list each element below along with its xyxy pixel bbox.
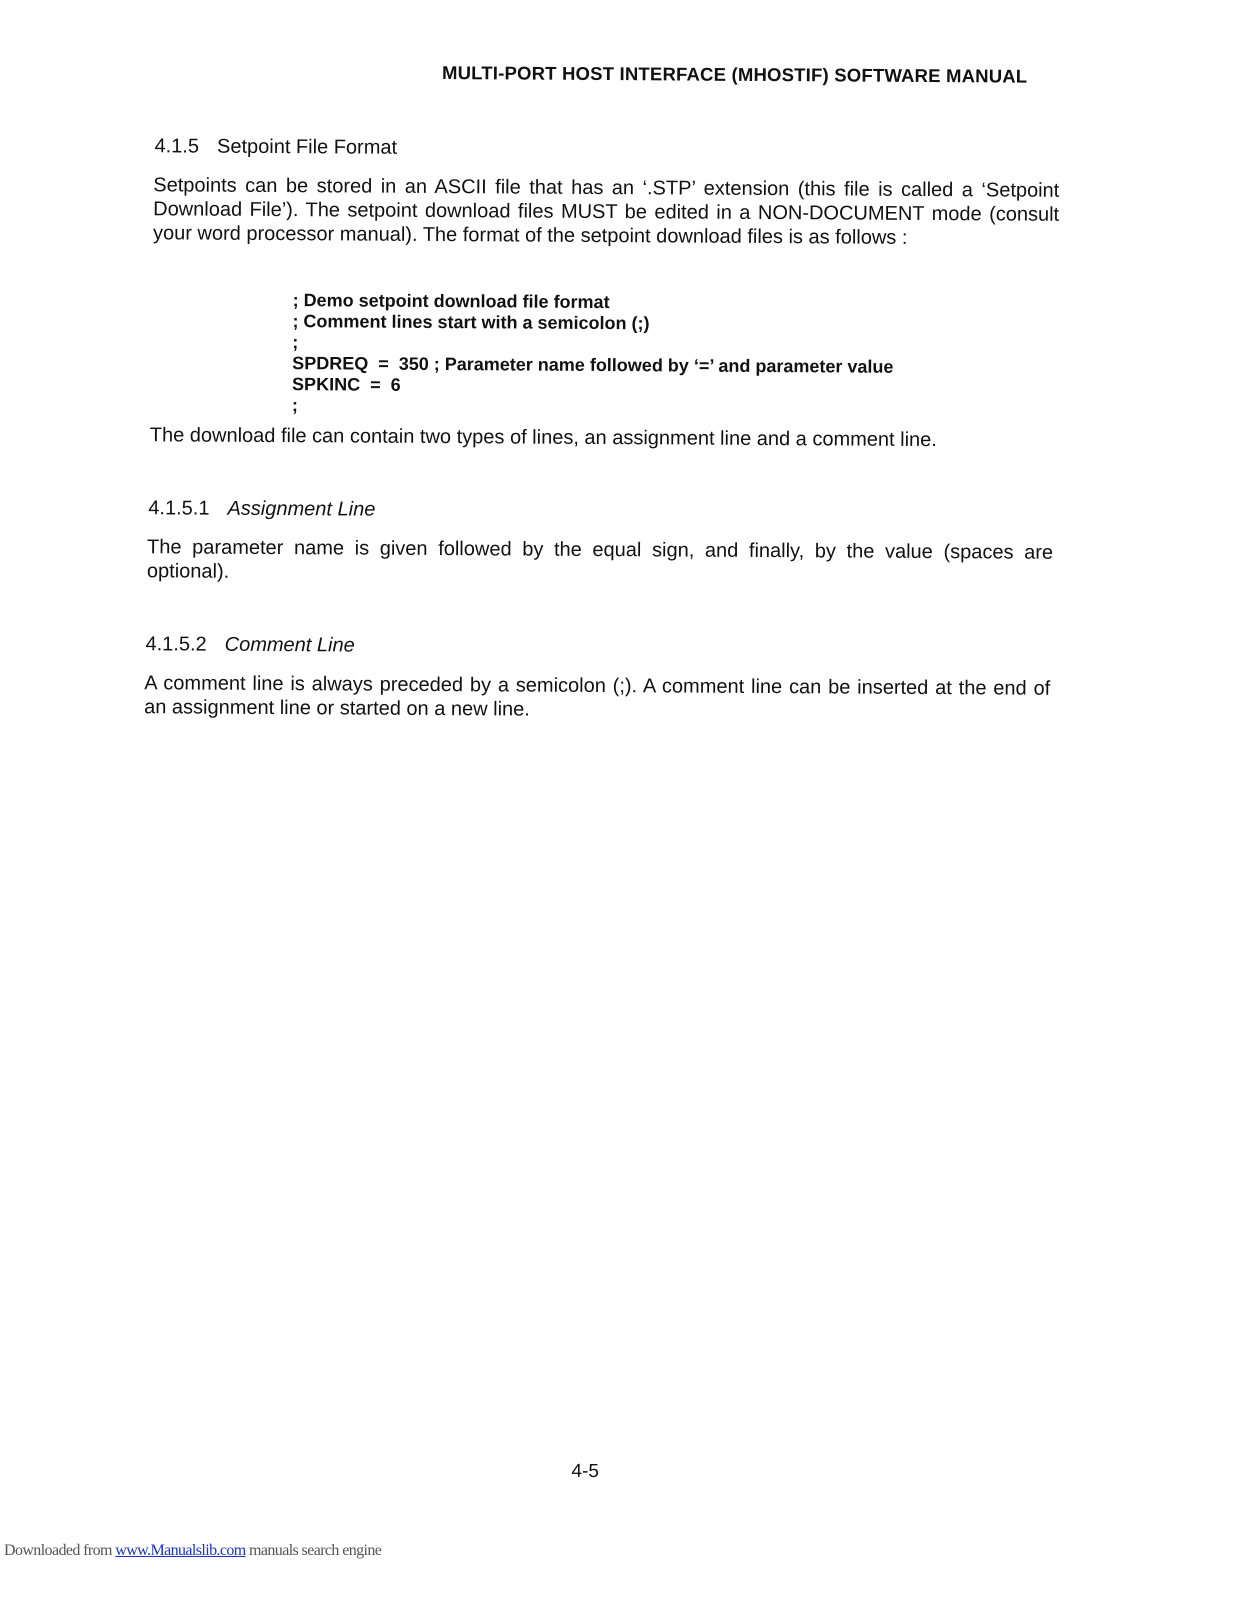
assignment-line-paragraph: The parameter name is given followed by the equal sign, and finally, by the value (spaces are optional).	[146, 536, 1054, 583]
code-line: SPDREQ = 350 ; Parameter name followed by ‘=’ and parameter value	[292, 353, 894, 377]
comment-line-paragraph: A comment line is always preceded by a semicolon (;). A comment line can be inserted at the end of an assignment line or started on a new line.	[144, 672, 1051, 721]
section-heading-4-1-5-2	[145, 633, 354, 657]
setpoint-file-example	[292, 290, 993, 420]
page-number: 4-5	[571, 1460, 599, 1483]
code-line: ;	[292, 332, 299, 353]
section-heading-4-1-5	[154, 135, 397, 159]
line-types-paragraph: The download file can contain two types of lines, an assignment line and a comment line.	[149, 424, 937, 452]
section-number: 4.1.5.2	[145, 633, 207, 656]
download-footer	[4, 1542, 381, 1560]
section-heading-4-1-5-1	[148, 497, 375, 521]
code-line: ; Demo setpoint download file format	[292, 290, 610, 313]
manualslib-link[interactable]: www.Manualslib.com	[115, 1542, 246, 1559]
footer-prefix: Downloaded from	[4, 1542, 116, 1559]
section-title: Setpoint File Format	[216, 135, 398, 159]
setpoint-format-paragraph: Setpoints can be stored in an ASCII file that has an ‘.STP’ extension (this file is called a ‘Setpoint Download File’). The setpoint download files MUST be edited in a NON-DOCUMENT mode (consult your word processor manual). The format of the setpoint download files is as follows :	[152, 174, 1060, 249]
running-header: MULTI-PORT HOST INTERFACE (MHOSTIF) SOFTWARE MANUAL	[441, 62, 1028, 87]
section-number: 4.1.5.1	[148, 497, 210, 520]
footer-suffix: manuals search engine	[245, 1542, 382, 1559]
code-line: SPKINC = 6	[292, 374, 401, 395]
code-line: ; Comment lines start with a semicolon (;)	[292, 311, 650, 334]
code-line: ;	[291, 395, 299, 416]
section-number: 4.1.5	[154, 135, 200, 158]
section-title: Comment Line	[224, 633, 355, 657]
section-title: Assignment Line	[227, 497, 376, 521]
